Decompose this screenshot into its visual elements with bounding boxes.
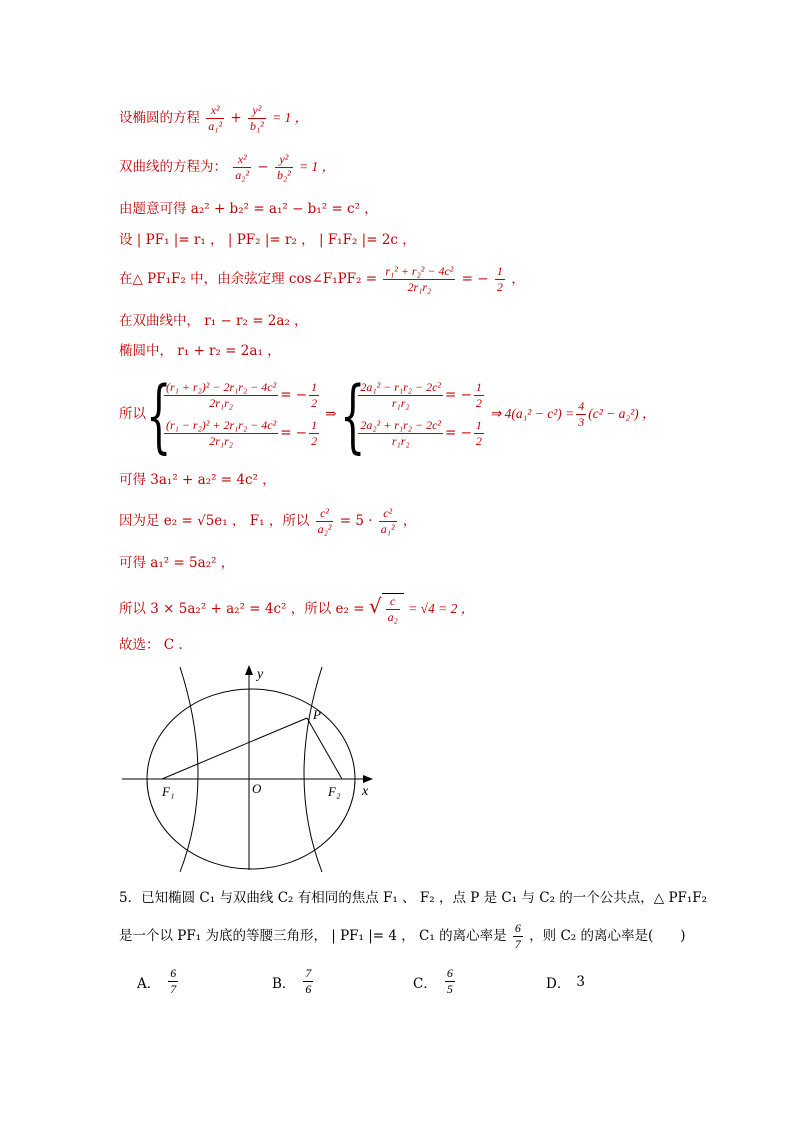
operator: = − (280, 425, 308, 441)
ellipse-hyperbola-figure (118, 662, 380, 874)
denominator: a₂² (235, 168, 250, 182)
fraction (248, 103, 266, 134)
fraction (358, 380, 443, 411)
solution-line-systems (119, 369, 656, 462)
fraction (513, 921, 523, 952)
text: ， (402, 513, 417, 529)
denominator: a₂² (317, 522, 332, 536)
fraction (168, 966, 178, 997)
operator: + (230, 110, 242, 126)
sqrt-content (382, 593, 404, 625)
numerator: 1 (496, 264, 503, 278)
solution-line-11: 可得 a₁² = 5a₂² ， (119, 555, 235, 571)
choice-letter: B． (272, 975, 296, 992)
denominator: 2 (311, 433, 318, 448)
numerator: (r₁ − r₂)² + 2r₁r₂ − 4c² (166, 417, 277, 432)
numerator: 1 (475, 379, 482, 394)
solution-line-6: 在双曲线中， r₁ − r₂ = 2a₂ ， (119, 313, 308, 329)
choice-a[interactable] (137, 966, 180, 997)
sqrt-sign: √ (368, 594, 382, 618)
choice-value: 3 (576, 974, 585, 990)
numerator: 1 (311, 417, 318, 432)
choice-c[interactable] (413, 966, 457, 997)
fraction (275, 152, 293, 183)
text: 在△ PF₁F₂ 中，由余弦定理 cos∠F₁PF₂ = (119, 271, 378, 287)
text: = √4 = 2 ， (408, 601, 475, 616)
denominator: 6 (305, 982, 312, 996)
x-axis-arrow (363, 775, 373, 783)
operator: − (257, 159, 269, 175)
system-row (162, 376, 321, 414)
implies-symbol: ⇒ (325, 406, 337, 422)
equation-system-b (340, 369, 486, 462)
focus-f2-label: F₂ (328, 784, 341, 799)
numerator: 6 (170, 966, 177, 980)
fraction (358, 418, 443, 449)
text: 因为足 e₂ = √5e₁ ， F₁ ，所以 (119, 513, 310, 529)
choice-letter: A． (137, 975, 161, 992)
numerator: c (386, 594, 400, 610)
solution-line-7: 椭圆中， r₁ + r₂ = 2a₁ ， (119, 343, 281, 359)
text: (c² − a₂²) ， (588, 406, 656, 421)
numerator: y² (248, 103, 266, 119)
denominator: a₁² (208, 119, 223, 133)
choice-letter: D． (546, 976, 571, 992)
numerator: x² (233, 152, 251, 168)
fraction (206, 103, 224, 134)
text: = 1 ， (299, 159, 336, 174)
denominator: a₁² (380, 522, 395, 536)
numerator: 2a₂² + r₁r₂ − 2c² (360, 417, 441, 432)
operator: = − (461, 271, 489, 287)
numerator: 6 (446, 966, 453, 980)
fraction (164, 418, 278, 449)
question-line-1: 5．已知椭圆 C₁ 与双曲线 C₂ 有相同的焦点 F₁ 、 F₂ ，点 P 是 C₁ 与 C₂ 的一个公共点，△ PF₁F₂ (119, 890, 708, 906)
solution-line-10 (119, 506, 416, 537)
fraction (445, 966, 455, 997)
solution-line-cosine-law (119, 264, 525, 295)
fraction (309, 418, 319, 449)
denominator: 2 (311, 395, 318, 410)
system-row (162, 414, 321, 452)
numerator: c² (316, 506, 334, 522)
y-axis-arrow (245, 665, 253, 675)
denominator: 2r₁r₂ (209, 433, 233, 448)
denominator: 7 (514, 937, 521, 951)
denominator: 2r₁r₂ (407, 280, 432, 294)
y-axis-label: y (257, 667, 264, 682)
solution-line-answer: 故选： C . (119, 637, 183, 653)
solution-line-ellipse-equation (119, 103, 308, 134)
text: 是一个以 PF₁ 为底的等腰三角形， | PF₁ |= 4 ， C₁ 的离心率是 (119, 928, 507, 944)
fraction (303, 966, 313, 997)
denominator: 2 (475, 433, 482, 448)
system-row (356, 414, 486, 452)
fraction (379, 506, 397, 537)
x-axis-label: x (362, 784, 369, 799)
choice-b[interactable] (272, 966, 315, 997)
solution-line-4: 设 | PF₁ |= r₁ ， | PF₂ |= r₂ ， | F₁F₂ |= 2c ， (119, 232, 416, 248)
denominator: 7 (170, 982, 177, 996)
numerator: x² (206, 103, 224, 119)
denominator: r₁r₂ (391, 433, 410, 448)
operator: = 5 · (339, 513, 373, 529)
text: ⇒ 4(a₁² − c²) = (489, 406, 575, 421)
text: ， (511, 271, 525, 287)
text: 所以 3 × 5a₂² + a₂² = 4c² ，所以 e₂ = (119, 601, 365, 617)
fraction (474, 380, 484, 411)
fraction (576, 399, 586, 430)
equation-system-a (146, 369, 321, 462)
numerator: c² (379, 506, 397, 522)
hyperbola-left-branch (180, 667, 198, 872)
numerator: 1 (475, 417, 482, 432)
operator: = − (280, 387, 308, 403)
fraction (309, 380, 319, 411)
numerator: 1 (311, 379, 318, 394)
denominator: 2r₁r₂ (209, 395, 233, 410)
fraction (164, 380, 278, 411)
fraction (316, 506, 334, 537)
numerator: 2a₁² − r₁r₂ − 2c² (360, 379, 441, 394)
system-row (356, 376, 486, 414)
origin-label: O (252, 781, 262, 796)
operator: = − (445, 425, 472, 441)
numerator: 7 (305, 966, 312, 980)
fraction (383, 264, 455, 295)
denominator: b₂² (276, 168, 291, 182)
numerator: y² (275, 152, 293, 168)
point-p-label: P (313, 707, 321, 722)
segment-pf2 (307, 718, 342, 779)
denominator: 2 (496, 280, 503, 294)
numerator: r₁² + r₂² − 4c² (385, 264, 454, 278)
solution-line-3: 由题意可得 a₂² + b₂² = a₁² − b₁² = c² ， (119, 201, 378, 217)
solution-line-9: 可得 3a₁² + a₂² = 4c² ， (119, 472, 276, 488)
denominator: b₁² (249, 119, 264, 133)
choice-letter: C． (413, 975, 437, 992)
choice-d[interactable] (546, 972, 585, 992)
denominator: 5 (446, 982, 453, 996)
brace: { (340, 369, 366, 462)
text: 设椭圆的方程 (119, 110, 200, 126)
fraction (386, 594, 400, 625)
fraction (495, 264, 505, 295)
denominator: 2 (475, 395, 482, 410)
denominator: 3 (578, 414, 585, 429)
question-line-2 (119, 921, 686, 952)
fraction (233, 152, 251, 183)
brace: { (146, 369, 172, 462)
denominator: r₁r₂ (391, 395, 410, 410)
fraction (474, 418, 484, 449)
text: 双曲线的方程为： (119, 159, 227, 175)
numerator: (r₁ + r₂)² − 2r₁r₂ − 4c² (166, 379, 277, 394)
solution-line-hyperbola-equation (119, 152, 335, 183)
denominator: a₂ (387, 610, 398, 624)
focus-f1-label: F₁ (162, 784, 175, 799)
text: ，则 C₂ 的离心率是( ) (529, 928, 686, 944)
text: 所以 (119, 406, 146, 422)
text: = 1 ， (272, 110, 309, 125)
hyperbola-right-branch (304, 667, 322, 872)
segment-pf1 (162, 718, 307, 779)
numerator: 6 (514, 921, 521, 935)
operator: = − (445, 387, 472, 403)
solution-line-12 (119, 593, 474, 625)
numerator: 4 (578, 398, 585, 413)
